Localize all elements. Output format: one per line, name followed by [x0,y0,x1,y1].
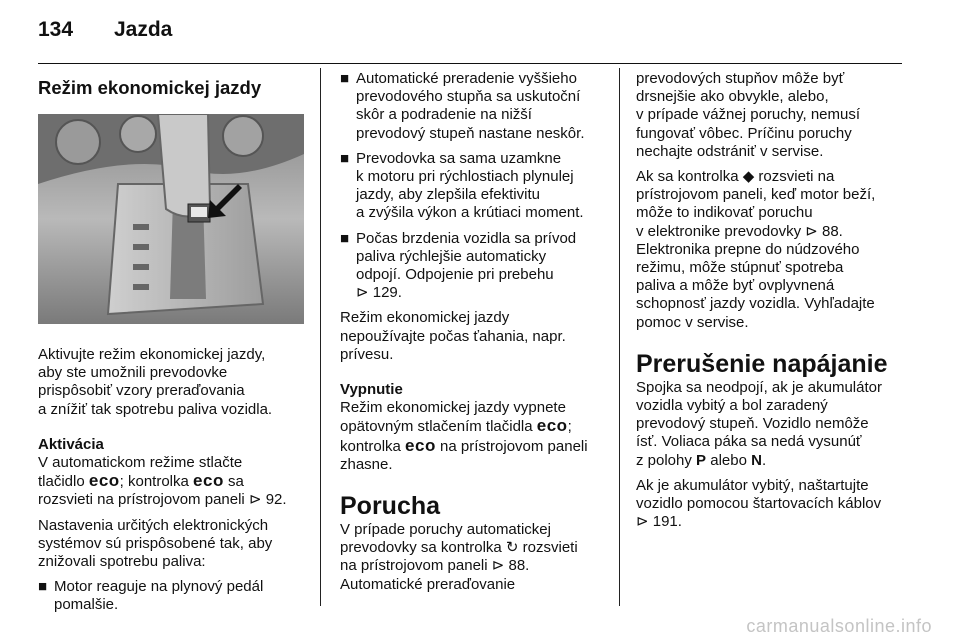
bullet-item: ■ Motor reaguje na plynový pedál pomalšie. [38,578,264,614]
page-ref-arrow-icon: ⊳ [356,284,369,302]
bullet-item: ■ Počas brzdenia vozidla sa prívod paliva rýchlejšie automaticky odpojí. Odpojenie pri prebehu ⊳ 129. [340,229,577,302]
section-heading-power-interruption: Prerušenie napájanie [636,349,888,378]
deactivation-heading: Vypnutie [340,381,403,399]
bullet-item: ■ Automatické preradenie vyššieho prevodového stupňa sa uskutoční skôr a podradenie na nižší prevodový stupeň nastane neskôr. [340,70,585,142]
section-heading-fault: Porucha [340,492,441,521]
page-ref-arrow-icon: ⊳ [805,222,818,240]
intro-paragraph: Aktivujte režim ekonomickej jazdy, aby ste umožnili prevodovke prispôsobiť vzory preraďovania a znížiť tak spotrebu paliva vozidla. [38,346,273,418]
bullet-icon: ■ [340,229,350,247]
eco-button-symbol: eco [88,471,120,491]
fault-continued-paragraph: prevodových stupňov môže byť drsnejšie ako obvykle, alebo, v prípade vážnej poruchy, nemusí fungovať vôbec. Príčinu poruchy nechajte odstrániť v servise. [636,70,861,160]
deactivation-paragraph: Režim ekonomickej jazdy vypnete opätovným stlačením tlačidla eco; kontrolka eco na prístrojovom paneli zhasne. [340,399,588,473]
watermark: carmanualsonline.info [746,616,932,636]
eco-indicator-symbol: eco [405,435,436,455]
activation-paragraph: V automatickom režime stlačte tlačidlo eco; kontrolka eco sa rozsvieti na prístrojovom paneli ⊳ 92. [38,454,287,509]
page-ref-arrow-icon: ⊳ [491,557,505,575]
column-2 [340,70,612,601]
bullet-icon: ■ [38,578,48,596]
bullet-item: ■ Prevodovka sa sama uzamkne k motoru pri rýchlostiach plynulej jazdy, aby zlepšila efektivitu a zvýšila výkon a krútiaci moment. [340,149,584,222]
column-1 [38,70,308,622]
towing-paragraph: Režim ekonomickej jazdy nepoužívajte počas ťahania, napr. prívesu. [340,309,566,363]
page-ref-arrow-icon: ⊳ [636,513,649,531]
jump-start-paragraph: Ak je akumulátor vybitý, naštartujte vozidlo pomocou štartovacích káblov ⊳ 191. [636,476,882,531]
fault-paragraph: V prípade poruchy automatickej prevodovky sa kontrolka ↻ rozsvieti na prístrojovom paneli ⊳ 88. Automatické preraďovanie [340,521,578,593]
column-3 [636,70,908,538]
eco-indicator-symbol: eco [193,471,224,491]
gearbox-fault-icon: ↻ [505,539,519,557]
bullet-icon: ■ [340,70,350,87]
page-number: 134 [38,18,74,41]
page-ref-arrow-icon: ⊳ [248,491,262,509]
bullet-icon: ■ [340,149,350,167]
section-heading-eco-mode: Režim ekonomickej jazdy [38,77,262,98]
power-paragraph: Spojka sa neodpojí, ak je akumulátor vozidla vybitý a bol zaradený prevodový stupeň. Vozidlo nemôže ísť. Voliaca páka sa nedá vysunúť z polohy P alebo N. [636,378,882,469]
activation-heading: Aktivácia [38,435,104,453]
gear-selector-illustration [38,114,304,324]
column-divider-1 [320,68,321,606]
chapter-title: Jazda [114,18,173,41]
header-rule [38,63,902,64]
eco-button-symbol: eco [536,416,568,436]
settings-paragraph: Nastavenia určitých elektronických systémov sú prispôsobené tak, aby znižovali spotrebu paliva: [38,516,273,571]
car-wrench-icon: ◆ [742,168,755,186]
warning-lamp-paragraph: Ak sa kontrolka ◆ rozsvieti na prístrojovom paneli, keď motor beží, môže to indikovať poruchu v elektronike prevodovky ⊳ 88. Elektronika prepne do núdzového režimu, môže stúpnuť spotreba paliva a môže byť ovplyvnená schopnosť jazdy vozidla. Vyhľadajte pomoc v servise. [636,168,876,331]
column-divider-2 [619,68,620,606]
